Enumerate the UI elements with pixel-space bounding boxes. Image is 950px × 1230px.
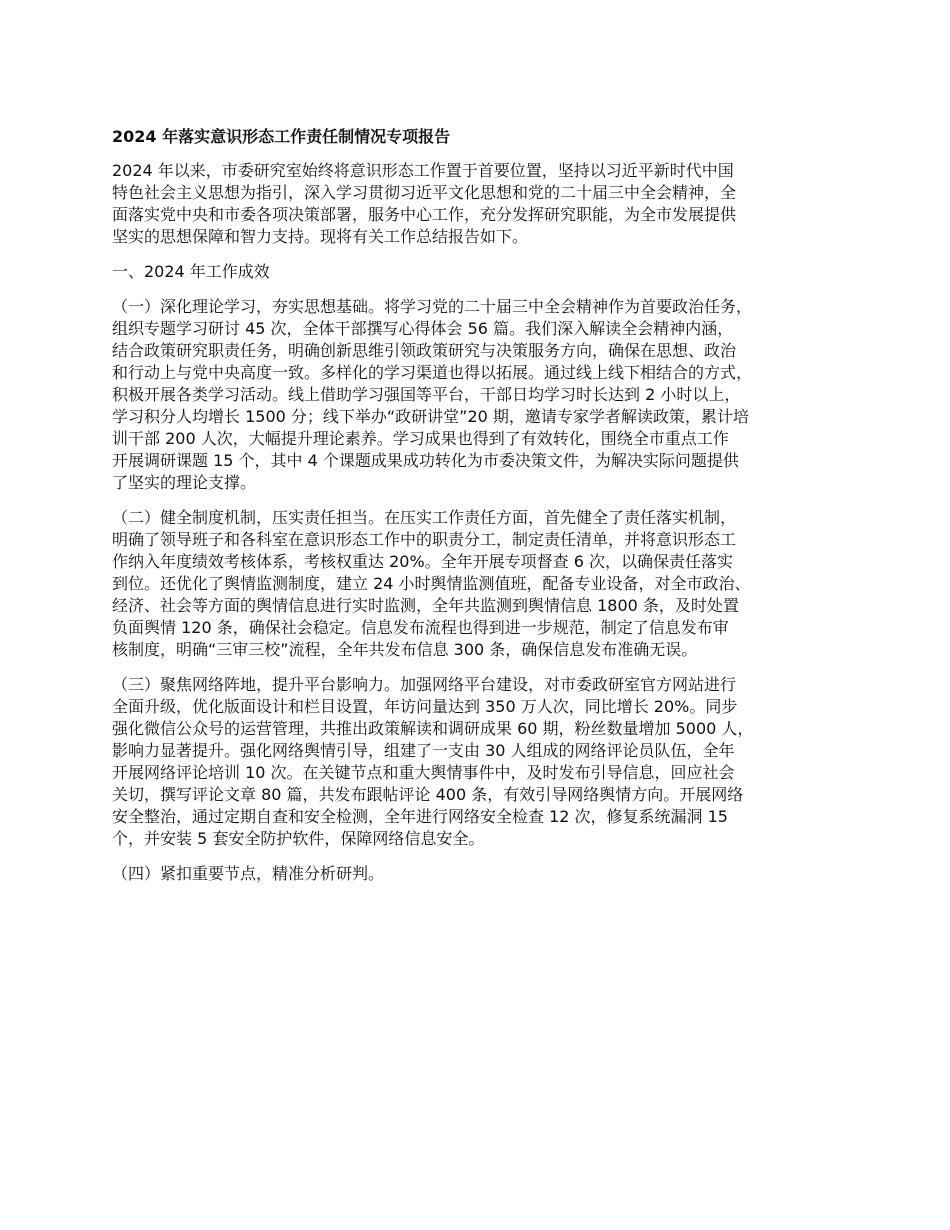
section1-line: 结合政策研究职责任务，明确创新思维引领政策研究与决策服务方向，确保在思想、政治: [112, 341, 737, 360]
section4-paragraph: [112, 863, 858, 885]
section1-paragraph: [112, 296, 858, 494]
section2-line: 作纳入年度绩效考核体系，考核权重达 20%。全年开展专项督查 6 次，以确保责任落实: [112, 552, 734, 571]
intro-line: 特色社会主义思想为指引，深入学习贯彻习近平文化思想和党的二十届三中全会精神，全: [112, 183, 737, 202]
section1-line: 开展调研课题 15 个，其中 4 个课题成果成功转化为市委决策文件，为解决实际问题提供: [112, 451, 739, 470]
intro-line: 2024 年以来，市委研究室始终将意识形态工作置于首要位置，坚持以习近平新时代中国: [112, 161, 734, 180]
section1-line: 组织专题学习研讨 45 次，全体干部撰写心得体会 56 篇。我们深入解读全会精神内涵，: [112, 319, 734, 338]
section2-line: 经济、社会等方面的舆情信息进行实时监测，全年共监测到舆情信息 1800 条，及时处置: [112, 596, 739, 615]
section4-line: （四）紧扣重要节点，精准分析研判。: [112, 864, 385, 883]
intro-line: 面落实党中央和市委各项决策部署，服务中心工作，充分发挥研究职能，为全市发展提供: [112, 205, 737, 224]
section1-line: 和行动上与党中央高度一致。多样化的学习渠道也得以拓展。通过线上线下相结合的方式，: [112, 363, 753, 382]
section-heading: 一、2024 年工作成效: [112, 262, 270, 281]
section3-line: 全面升级，优化版面设计和栏目设置，年访问量达到 350 万人次，同比增长 20%。同步: [112, 697, 738, 716]
section2-line: 负面舆情 120 条，确保社会稳定。信息发布流程也得到进一步规范，制定了信息发布审: [112, 618, 729, 637]
section3-line: 安全整治，通过定期自查和安全检测，全年进行网络安全检查 12 次，修复系统漏洞 15: [112, 807, 728, 826]
document-title: 2024 年落实意识形态工作责任制情况专项报告: [112, 127, 451, 146]
intro-line: 坚实的思想保障和智力支持。现将有关工作总结报告如下。: [112, 227, 529, 246]
section1-line: 学习积分人均增长 1500 分；线下举办“政研讲堂”20 期，邀请专家学者解读政策，累计培: [112, 407, 749, 426]
section2-line: 核制度，明确“三审三校”流程，全年共发布信息 300 条，确保信息发布准确无误。: [112, 640, 698, 659]
section3-line: （三）聚焦网络阵地，提升平台影响力。加强网络平台建设，对市委政研室官方网站进行: [112, 675, 737, 694]
section3-line: 开展网络评论培训 10 次。在关键节点和重大舆情事件中，及时发布引导信息，回应社会: [112, 763, 735, 782]
section2-line: 到位。还优化了舆情监测制度，建立 24 小时舆情监测值班，配备专业设备，对全市政治、: [112, 574, 751, 593]
section3-line: 强化微信公众号的运营管理，共推出政策解读和调研成果 60 期，粉丝数量增加 5000 人，: [112, 719, 754, 738]
section2-line: 明确了领导班子和各科室在意识形态工作中的职责分工，制定责任清单，并将意识形态工: [112, 530, 737, 549]
section3-paragraph: [112, 674, 858, 850]
intro-paragraph: [112, 160, 858, 248]
section3-line: 关切，撰写评论文章 80 篇，共发布跟帖评论 400 条，有效引导网络舆情方向。开展网络: [112, 785, 744, 804]
document-page: [112, 126, 858, 898]
section1-line: （一）深化理论学习，夯实思想基础。将学习党的二十届三中全会精神作为首要政治任务，: [112, 297, 753, 316]
section1-line: 训干部 200 人次，大幅提升理论素养。学习成果也得到了有效转化，围绕全市重点工作: [112, 429, 729, 448]
section1-line: 积极开展各类学习活动。线上借助学习强国等平台，干部日均学习时长达到 2 小时以上，: [112, 385, 741, 404]
section1-line: 了坚实的理论支撑。: [112, 473, 257, 492]
section2-paragraph: [112, 507, 858, 661]
section3-line: 影响力显著提升。强化网络舆情引导，组建了一支由 30 人组成的网络评论员队伍，全年: [112, 741, 735, 760]
section3-line: 个，并安装 5 套安全防护软件，保障网络信息安全。: [112, 829, 485, 848]
section2-line: （二）健全制度机制，压实责任担当。在压实工作责任方面，首先健全了责任落实机制，: [112, 508, 737, 527]
